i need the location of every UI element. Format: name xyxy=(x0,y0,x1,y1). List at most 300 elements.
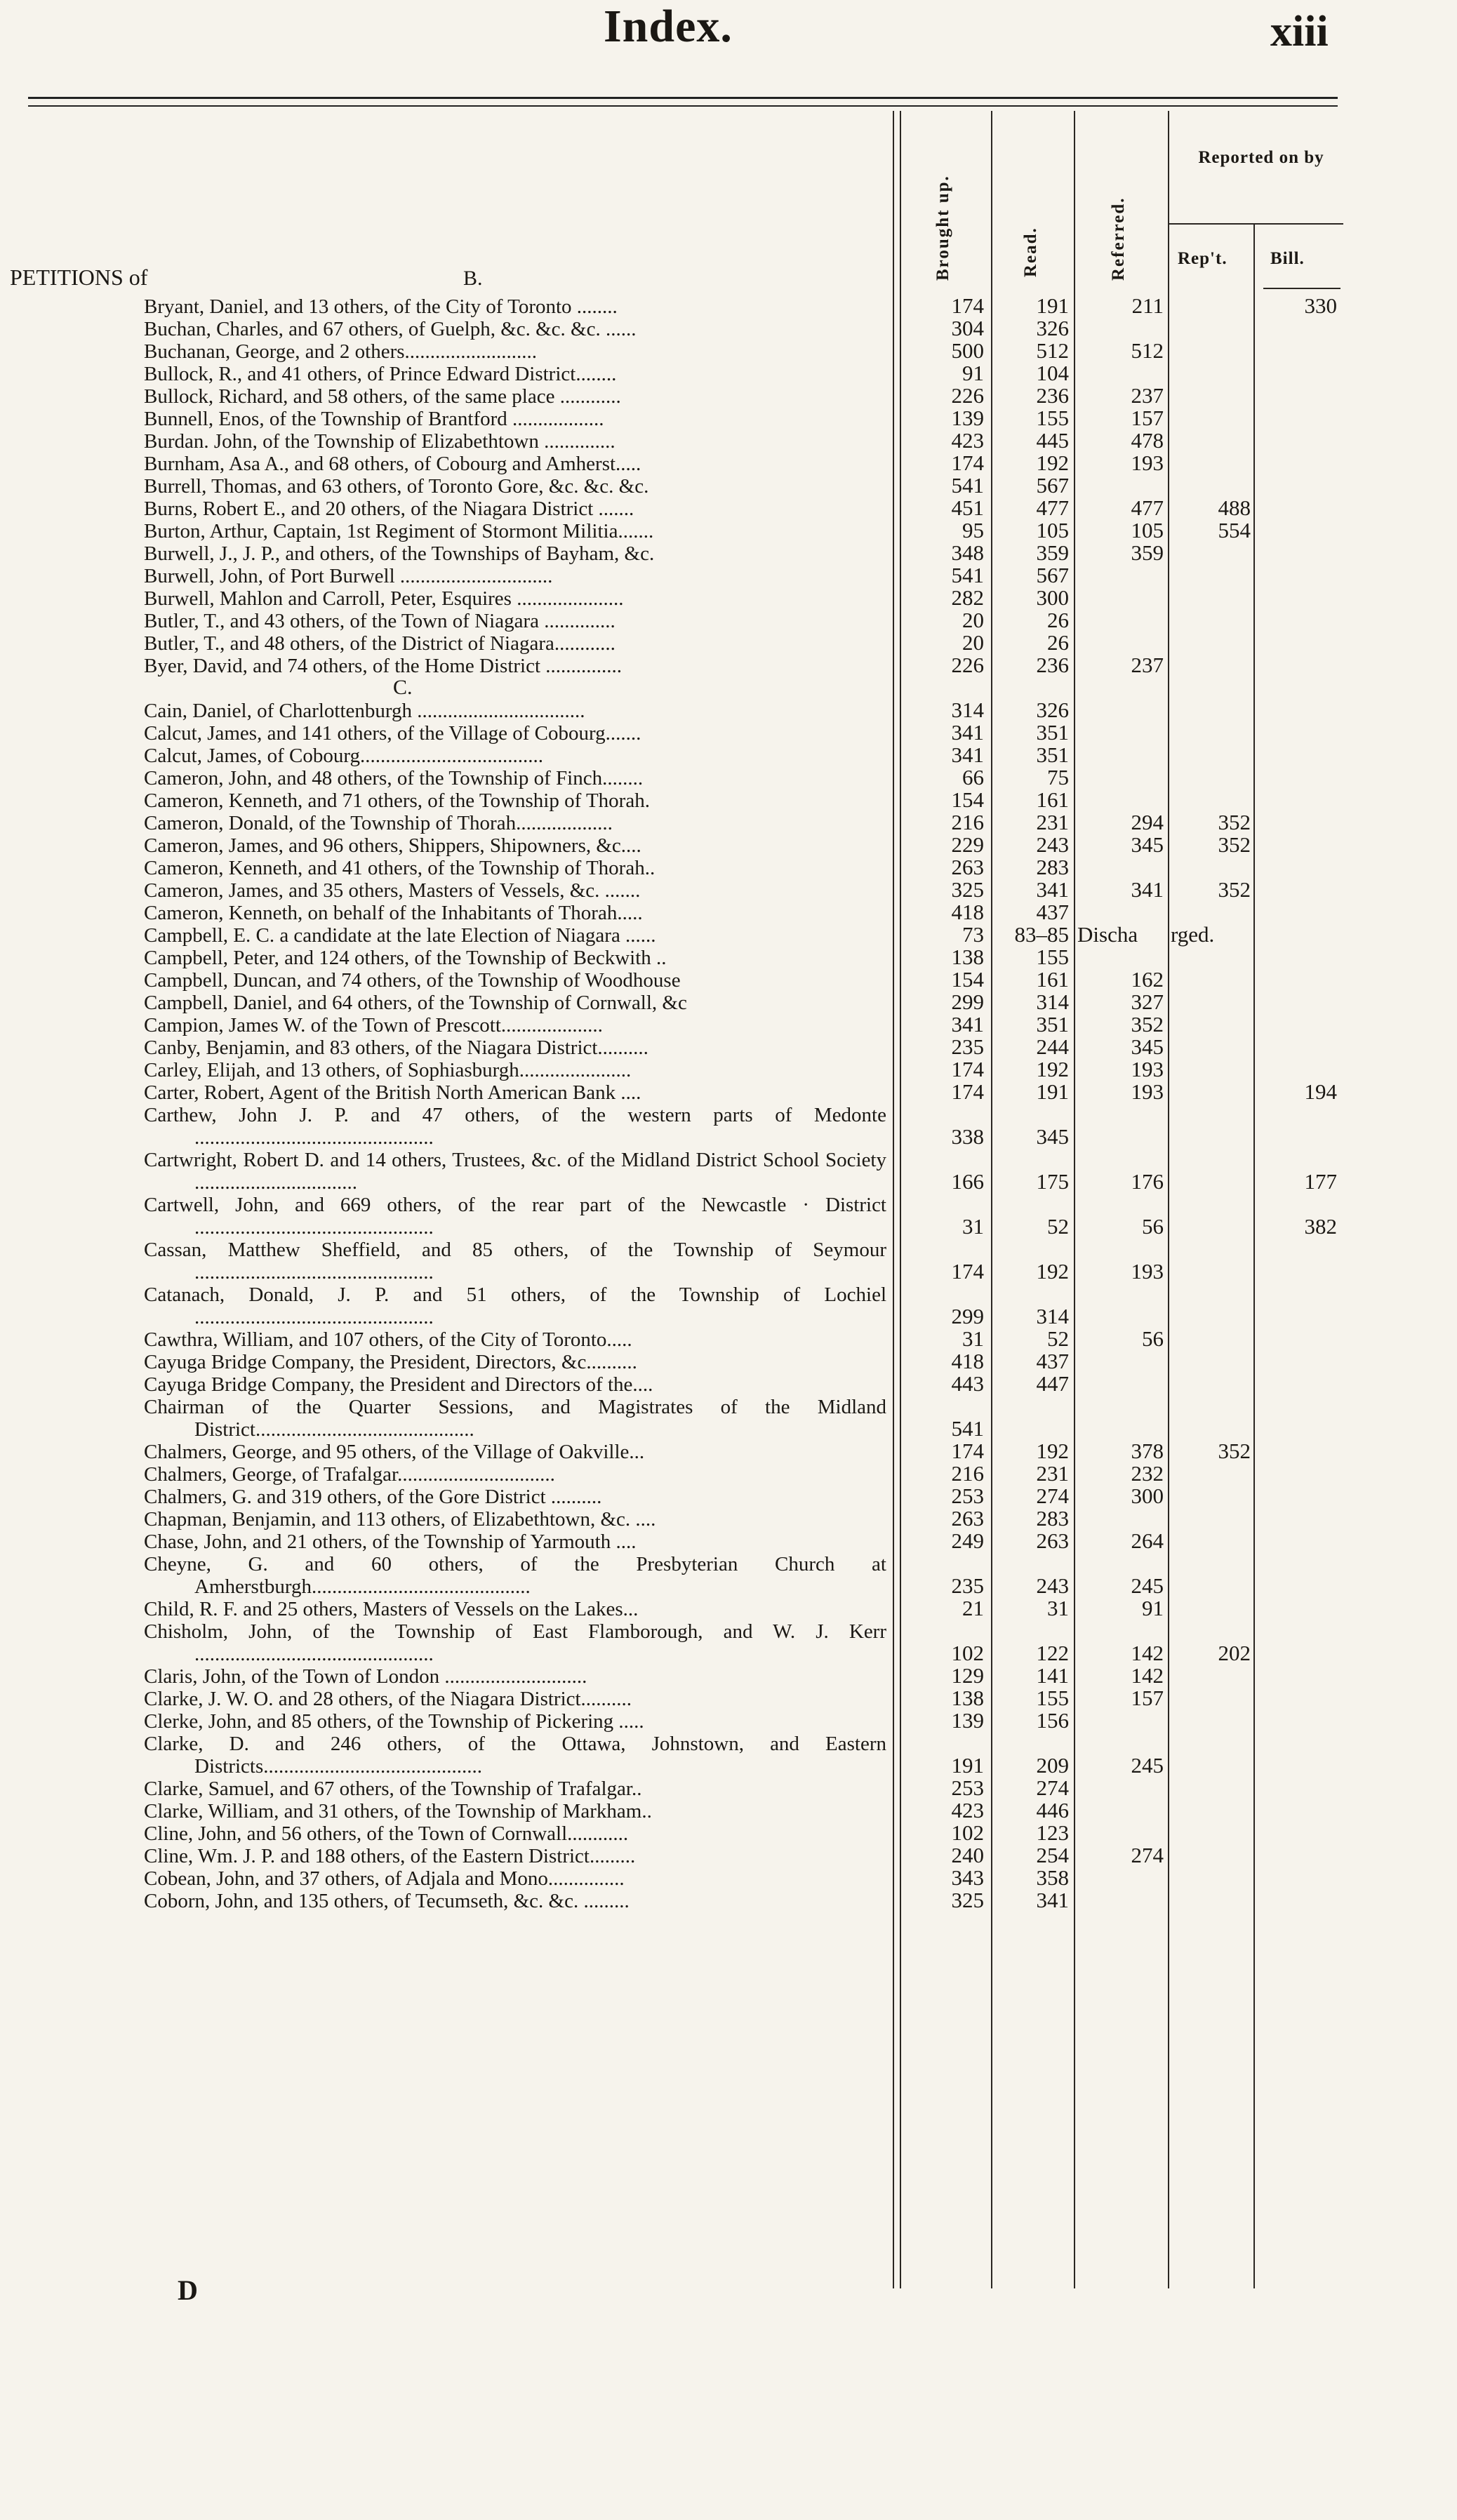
brought-up-page: 229 xyxy=(951,832,984,857)
read-page: 447 xyxy=(1036,1371,1069,1396)
index-entry-row xyxy=(0,565,1457,587)
index-entry-row xyxy=(0,1800,1457,1822)
petitioner-name: Bunnell, Enos, of the Township of Brantford .................. xyxy=(144,408,604,430)
brought-up-page: 263 xyxy=(951,855,984,879)
read-page: 274 xyxy=(1036,1775,1069,1800)
brought-up-page: 174 xyxy=(951,1079,984,1104)
read-page: 358 xyxy=(1036,1865,1069,1890)
referred-page: 193 xyxy=(1131,1057,1164,1081)
index-entry-row xyxy=(0,1351,1457,1373)
index-entry-row xyxy=(0,1553,1457,1598)
report-page: 352 xyxy=(1218,810,1251,834)
brought-up-page: 31 xyxy=(962,1214,984,1239)
referred-page: 193 xyxy=(1131,1079,1164,1104)
referred-page: 237 xyxy=(1131,383,1164,408)
read-page: 192 xyxy=(1036,1439,1069,1463)
petitioner-name: Chisholm, John, of the Township of East Flamborough, and W. J. Kerr ............................................... xyxy=(144,1620,886,1665)
petitioner-name: Burrell, Thomas, and 63 others, of Toronto Gore, &c. &c. &c. xyxy=(144,475,649,498)
read-page: 141 xyxy=(1036,1663,1069,1688)
brought-up-page: 240 xyxy=(951,1843,984,1867)
petitioner-name: Clarke, D. and 246 others, of the Ottawa, Johnstown, and Eastern Districts........................................... xyxy=(144,1733,886,1778)
brought-up-page: 20 xyxy=(962,608,984,632)
index-entry-row xyxy=(0,495,1457,520)
index-entry-row xyxy=(0,812,1457,834)
read-page: 209 xyxy=(1036,1753,1069,1778)
index-entry-row xyxy=(0,1036,1457,1059)
brought-up-page: 541 xyxy=(951,473,984,498)
petitioner-name: Campion, James W. of the Town of Prescott.................... xyxy=(144,1014,603,1036)
read-page: 274 xyxy=(1036,1484,1069,1508)
index-entry-row xyxy=(0,1149,1457,1194)
petitioner-name: Buchanan, George, and 2 others.......................... xyxy=(144,340,538,363)
referred-page: 512 xyxy=(1131,338,1164,363)
petitioner-name: Butler, T., and 43 others, of the Town of Niagara .............. xyxy=(144,610,616,632)
petitioner-name: Coborn, John, and 135 others, of Tecumseth, &c. &c. ......... xyxy=(144,1890,630,1912)
referred-page: 162 xyxy=(1131,967,1164,992)
petitioner-name: Chalmers, G. and 319 others, of the Gore District .......... xyxy=(144,1486,602,1508)
index-entry-row xyxy=(0,989,1457,1014)
petitioner-name: Clerke, John, and 85 others, of the Township of Pickering ..... xyxy=(144,1710,644,1733)
index-entry-row xyxy=(0,1775,1457,1800)
index-entry-row xyxy=(0,742,1457,767)
petitioner-name: Catanach, Donald, J. P. and 51 others, of the Township of Lochiel ............................................... xyxy=(144,1284,886,1328)
col-header-referred: Referred. xyxy=(1109,196,1128,281)
read-page: 326 xyxy=(1036,316,1069,340)
brought-up-page: 73 xyxy=(962,922,984,947)
page-title: Index. xyxy=(604,1,733,52)
index-entry-row xyxy=(0,834,1457,857)
brought-up-page: 174 xyxy=(951,451,984,475)
read-page: 105 xyxy=(1036,518,1069,542)
read-page: 243 xyxy=(1036,832,1069,857)
index-entry-row xyxy=(0,1665,1457,1688)
report-page: 488 xyxy=(1218,495,1251,520)
read-page: 359 xyxy=(1036,540,1069,565)
brought-up-page: 423 xyxy=(951,428,984,453)
index-entry-row xyxy=(0,1598,1457,1620)
petitioner-name: Cayuga Bridge Company, the President, Directors, &c.......... xyxy=(144,1351,637,1373)
index-entry-row xyxy=(0,632,1457,655)
brought-up-page: 418 xyxy=(951,900,984,924)
brought-up-page: 138 xyxy=(951,945,984,969)
petitioner-name: Byer, David, and 74 others, of the Home District ............... xyxy=(144,655,623,677)
read-page: 263 xyxy=(1036,1528,1069,1553)
referred-page: 300 xyxy=(1131,1484,1164,1508)
read-page: 161 xyxy=(1036,787,1069,812)
petitioner-name: Burwell, J., J. P., and others, of the Townships of Bayham, &c. xyxy=(144,542,655,565)
brought-up-page: 325 xyxy=(951,877,984,902)
petitioner-name: Cassan, Matthew Sheffield, and 85 others, of the Township of Seymour ............................................... xyxy=(144,1239,886,1284)
read-page: 567 xyxy=(1036,473,1069,498)
brought-up-page: 154 xyxy=(951,787,984,812)
brought-up-page: 174 xyxy=(951,1259,984,1284)
brought-up-page: 191 xyxy=(951,1753,984,1778)
petitioner-name: Cawthra, William, and 107 others, of the City of Toronto..... xyxy=(144,1328,632,1351)
brought-up-page: 102 xyxy=(951,1820,984,1845)
index-entry-row xyxy=(0,947,1457,969)
brought-up-page: 216 xyxy=(951,1461,984,1486)
read-page: 326 xyxy=(1036,698,1069,722)
index-entry-row xyxy=(0,542,1457,565)
read-page: 122 xyxy=(1036,1641,1069,1665)
index-entry-row xyxy=(0,969,1457,992)
letter-heading-d: D xyxy=(178,2274,198,2306)
referred-page: 237 xyxy=(1131,653,1164,677)
read-page: 351 xyxy=(1036,1012,1069,1036)
letter-heading-c: C. xyxy=(393,676,413,699)
petitioner-name: Carley, Elijah, and 13 others, of Sophiasburgh...................... xyxy=(144,1059,632,1081)
brought-up-page: 91 xyxy=(962,361,984,385)
col-header-bill: Bill. xyxy=(1270,249,1305,268)
brought-up-page: 341 xyxy=(951,720,984,745)
petitioner-name: Cameron, John, and 48 others, of the Township of Finch........ xyxy=(144,767,644,789)
brought-up-page: 338 xyxy=(951,1124,984,1149)
index-entry-row xyxy=(0,1508,1457,1531)
brought-up-page: 174 xyxy=(951,293,984,318)
read-page: 446 xyxy=(1036,1798,1069,1822)
petitioner-name: Child, R. F. and 25 others, Masters of Vessels on the Lakes... xyxy=(144,1598,639,1620)
referred-page: Discha xyxy=(1077,922,1138,947)
index-entry-row xyxy=(0,475,1457,498)
brought-up-page: 235 xyxy=(951,1034,984,1059)
petitioner-name: Campbell, Daniel, and 64 others, of the Township of Cornwall, &c xyxy=(144,992,687,1014)
header-rule xyxy=(28,105,1338,107)
petitioner-name: Burdan. John, of the Township of Elizabethtown .............. xyxy=(144,430,616,453)
brought-up-page: 95 xyxy=(962,518,984,542)
read-page: 31 xyxy=(1047,1596,1069,1620)
index-entry-row xyxy=(0,1486,1457,1508)
brought-up-page: 304 xyxy=(951,316,984,340)
index-entry-row xyxy=(0,363,1457,385)
petitioner-name: Clarke, William, and 31 others, of the Township of Markham.. xyxy=(144,1800,652,1822)
petitioner-name: Calcut, James, and 141 others, of the Village of Cobourg....... xyxy=(144,722,641,745)
read-page: 445 xyxy=(1036,428,1069,453)
index-entry-row xyxy=(0,1688,1457,1710)
read-page: 437 xyxy=(1036,1349,1069,1373)
brought-up-page: 443 xyxy=(951,1371,984,1396)
header-rule xyxy=(28,97,1338,99)
referred-page: 56 xyxy=(1142,1326,1164,1351)
petitioner-name: Chairman of the Quarter Sessions, and Magistrates of the Midland District........................................... xyxy=(144,1396,886,1441)
petitioner-name: Cameron, Donald, of the Township of Thorah................... xyxy=(144,812,613,834)
report-page: 352 xyxy=(1218,832,1251,857)
brought-up-page: 541 xyxy=(951,1416,984,1441)
read-page: 191 xyxy=(1036,1079,1069,1104)
index-entry-row xyxy=(0,1845,1457,1867)
index-entry-row xyxy=(0,318,1457,340)
petitioner-name: Campbell, Duncan, and 74 others, of the Township of Woodhouse xyxy=(144,969,681,992)
brought-up-page: 174 xyxy=(951,1057,984,1081)
brought-up-page: 226 xyxy=(951,653,984,677)
page-number: xiii xyxy=(1270,8,1329,55)
index-entry-row xyxy=(0,430,1457,453)
read-page: 437 xyxy=(1036,900,1069,924)
brought-up-page: 66 xyxy=(962,765,984,789)
bill-page: 382 xyxy=(1304,1214,1337,1239)
referred-page: 478 xyxy=(1131,428,1164,453)
read-page: 283 xyxy=(1036,1506,1069,1531)
section-title: PETITIONS of xyxy=(10,265,148,290)
brought-up-page: 314 xyxy=(951,698,984,722)
petitioner-name: Chase, John, and 21 others, of the Township of Yarmouth .... xyxy=(144,1531,637,1553)
referred-page: 91 xyxy=(1142,1596,1164,1620)
brought-up-page: 20 xyxy=(962,630,984,655)
index-entry-row xyxy=(0,1373,1457,1396)
referred-page: 345 xyxy=(1131,832,1164,857)
referred-page: 477 xyxy=(1131,495,1164,520)
index-entry-row xyxy=(0,1822,1457,1845)
petitioner-name: Chapman, Benjamin, and 113 others, of Elizabethtown, &c. .... xyxy=(144,1508,656,1531)
petitioner-name: Chalmers, George, and 95 others, of the Village of Oakville... xyxy=(144,1441,645,1463)
read-page: 254 xyxy=(1036,1843,1069,1867)
read-page: 191 xyxy=(1036,293,1069,318)
read-page: 512 xyxy=(1036,338,1069,363)
index-entry-row xyxy=(0,902,1457,924)
brought-up-page: 249 xyxy=(951,1528,984,1553)
petitioner-name: Cayuga Bridge Company, the President and Directors of the.... xyxy=(144,1373,653,1396)
index-entry-row xyxy=(0,1396,1457,1441)
brought-up-page: 174 xyxy=(951,1439,984,1463)
index-entry-row xyxy=(0,879,1457,902)
read-page: 236 xyxy=(1036,653,1069,677)
index-entry-row xyxy=(0,520,1457,542)
read-page: 243 xyxy=(1036,1573,1069,1598)
index-entry-row xyxy=(0,1014,1457,1036)
index-entry-row xyxy=(0,340,1457,363)
brought-up-page: 541 xyxy=(951,563,984,587)
petitioner-name: Carthew, John J. P. and 47 others, of the western parts of Medonte ............................................... xyxy=(144,1104,886,1149)
index-entry-row xyxy=(0,700,1457,722)
index-entry-row xyxy=(0,1620,1457,1665)
referred-page: 193 xyxy=(1131,1259,1164,1284)
brought-up-page: 451 xyxy=(951,495,984,520)
index-entry-row xyxy=(0,655,1457,677)
report-page: rged. xyxy=(1171,922,1215,947)
petitioner-name: Clarke, Samuel, and 67 others, of the Township of Trafalgar.. xyxy=(144,1778,642,1800)
petitioner-name: Cartwell, John, and 669 others, of the rear part of the Newcastle · District ............................................... xyxy=(144,1194,886,1239)
referred-page: 264 xyxy=(1131,1528,1164,1553)
index-entry-row xyxy=(0,924,1457,947)
brought-up-page: 139 xyxy=(951,1708,984,1733)
col-header-brought-up: Brought up. xyxy=(933,175,952,281)
brought-up-page: 226 xyxy=(951,383,984,408)
petitioner-name: Cameron, James, and 96 others, Shippers, Shipowners, &c.... xyxy=(144,834,641,857)
brought-up-page: 325 xyxy=(951,1888,984,1912)
brought-up-page: 138 xyxy=(951,1686,984,1710)
referred-page: 142 xyxy=(1131,1663,1164,1688)
brought-up-page: 282 xyxy=(951,585,984,610)
index-entry-row xyxy=(0,857,1457,879)
index-entry-row xyxy=(0,453,1457,475)
referred-page: 345 xyxy=(1131,1034,1164,1059)
col-header-read: Read. xyxy=(1021,227,1040,277)
brought-up-page: 102 xyxy=(951,1641,984,1665)
petitioner-name: Clarke, J. W. O. and 28 others, of the Niagara District.......... xyxy=(144,1688,632,1710)
group-rule xyxy=(1168,223,1343,225)
read-page: 175 xyxy=(1036,1169,1069,1194)
bill-page: 177 xyxy=(1304,1169,1337,1194)
brought-up-page: 253 xyxy=(951,1775,984,1800)
read-page: 155 xyxy=(1036,1686,1069,1710)
read-page: 123 xyxy=(1036,1820,1069,1845)
petitioner-name: Bullock, R., and 41 others, of Prince Edward District........ xyxy=(144,363,617,385)
petitioner-name: Cameron, Kenneth, on behalf of the Inhabitants of Thorah..... xyxy=(144,902,643,924)
read-page: 155 xyxy=(1036,945,1069,969)
index-entry-row xyxy=(0,1733,1457,1778)
referred-page: 294 xyxy=(1131,810,1164,834)
referred-page: 274 xyxy=(1131,1843,1164,1867)
bill-rule xyxy=(1263,288,1340,289)
read-page: 300 xyxy=(1036,585,1069,610)
read-page: 244 xyxy=(1036,1034,1069,1059)
index-entry-row xyxy=(0,1463,1457,1486)
referred-page: 352 xyxy=(1131,1012,1164,1036)
col-header-reported-on-by: Reported on by xyxy=(1198,148,1324,167)
read-page: 155 xyxy=(1036,406,1069,430)
referred-page: 341 xyxy=(1131,877,1164,902)
petitioner-name: Cheyne, G. and 60 others, of the Presbyterian Church at Amherstburgh........................................... xyxy=(144,1553,886,1598)
read-page: 341 xyxy=(1036,877,1069,902)
referred-page: 157 xyxy=(1131,1686,1164,1710)
read-page: 477 xyxy=(1036,495,1069,520)
index-entry-row xyxy=(0,1710,1457,1733)
petitioner-name: Chalmers, George, of Trafalgar............................... xyxy=(144,1463,555,1486)
brought-up-page: 253 xyxy=(951,1484,984,1508)
brought-up-page: 343 xyxy=(951,1865,984,1890)
bill-page: 330 xyxy=(1304,293,1337,318)
index-entry-row xyxy=(0,610,1457,632)
letter-heading-row xyxy=(0,677,1457,700)
read-page: 26 xyxy=(1047,608,1069,632)
read-page: 156 xyxy=(1036,1708,1069,1733)
brought-up-page: 423 xyxy=(951,1798,984,1822)
index-entry-row xyxy=(0,385,1457,408)
bill-page: 194 xyxy=(1304,1079,1337,1104)
petitioner-name: Burwell, Mahlon and Carroll, Peter, Esquires ..................... xyxy=(144,587,624,610)
brought-up-page: 21 xyxy=(962,1596,984,1620)
brought-up-page: 216 xyxy=(951,810,984,834)
index-entry-row xyxy=(0,722,1457,745)
petitioner-name: Canby, Benjamin, and 83 others, of the Niagara District.......... xyxy=(144,1036,648,1059)
index-entry-row xyxy=(0,789,1457,812)
index-entry-row xyxy=(0,1528,1457,1553)
index-entry-row xyxy=(0,1194,1457,1239)
read-page: 314 xyxy=(1036,1304,1069,1328)
read-page: 104 xyxy=(1036,361,1069,385)
petitioner-name: Burns, Robert E., and 20 others, of the Niagara District ....... xyxy=(144,498,634,520)
petitioner-name: Cameron, Kenneth, and 71 others, of the Township of Thorah. xyxy=(144,789,650,812)
brought-up-page: 348 xyxy=(951,540,984,565)
read-page: 231 xyxy=(1036,1461,1069,1486)
col-header-report: Rep't. xyxy=(1178,249,1228,268)
referred-page: 56 xyxy=(1142,1214,1164,1239)
brought-up-page: 166 xyxy=(951,1169,984,1194)
petitioner-name: Buchan, Charles, and 67 others, of Guelph, &c. &c. &c. ...... xyxy=(144,318,637,340)
referred-page: 245 xyxy=(1131,1753,1164,1778)
read-page: 52 xyxy=(1047,1214,1069,1239)
read-page: 192 xyxy=(1036,1259,1069,1284)
read-page: 231 xyxy=(1036,810,1069,834)
brought-up-page: 31 xyxy=(962,1326,984,1351)
read-page: 283 xyxy=(1036,855,1069,879)
index-entry-row xyxy=(0,1104,1457,1149)
index-entry-row xyxy=(0,1239,1457,1284)
brought-up-page: 263 xyxy=(951,1506,984,1531)
petitioner-name: Campbell, Peter, and 124 others, of the Township of Beckwith .. xyxy=(144,947,667,969)
index-entry-row xyxy=(0,1059,1457,1081)
index-entry-row xyxy=(0,1284,1457,1328)
index-entry-row xyxy=(0,587,1457,610)
report-page: 352 xyxy=(1218,877,1251,902)
brought-up-page: 299 xyxy=(951,989,984,1014)
index-entry-row xyxy=(0,1867,1457,1890)
index-entry-row xyxy=(0,1441,1457,1463)
index-entry-row xyxy=(0,295,1457,318)
index-entry-row xyxy=(0,1081,1457,1104)
read-page: 351 xyxy=(1036,742,1069,767)
index-entry-row xyxy=(0,1328,1457,1351)
referred-page: 359 xyxy=(1131,540,1164,565)
index-rows xyxy=(0,295,1457,1912)
brought-up-page: 341 xyxy=(951,742,984,767)
read-page: 567 xyxy=(1036,563,1069,587)
petitioner-name: Campbell, E. C. a candidate at the late Election of Niagara ...... xyxy=(144,924,656,947)
read-page: 192 xyxy=(1036,451,1069,475)
read-page: 314 xyxy=(1036,989,1069,1014)
brought-up-page: 341 xyxy=(951,1012,984,1036)
referred-page: 157 xyxy=(1131,406,1164,430)
petitioner-name: Burton, Arthur, Captain, 1st Regiment of Stormont Militia....... xyxy=(144,520,654,542)
petitioner-name: Burnham, Asa A., and 68 others, of Cobourg and Amherst..... xyxy=(144,453,641,475)
letter-heading-b: B. xyxy=(463,267,483,290)
index-entry-row xyxy=(0,1890,1457,1912)
brought-up-page: 235 xyxy=(951,1573,984,1598)
read-page: 345 xyxy=(1036,1124,1069,1149)
petitioner-name: Cartwright, Robert D. and 14 others, Trustees, &c. of the Midland District School Society ................................ xyxy=(144,1149,886,1194)
petitioner-name: Cline, John, and 56 others, of the Town of Cornwall............ xyxy=(144,1822,629,1845)
petitioner-name: Bullock, Richard, and 58 others, of the same place ............ xyxy=(144,385,621,408)
brought-up-page: 418 xyxy=(951,1349,984,1373)
report-page: 554 xyxy=(1218,518,1251,542)
referred-page: 105 xyxy=(1131,518,1164,542)
referred-page: 232 xyxy=(1131,1461,1164,1486)
petitioner-name: Cameron, Kenneth, and 41 others, of the Township of Thorah.. xyxy=(144,857,656,879)
petitioner-name: Carter, Robert, Agent of the British North American Bank .... xyxy=(144,1081,641,1104)
read-page: 52 xyxy=(1047,1326,1069,1351)
brought-up-page: 500 xyxy=(951,338,984,363)
read-page: 236 xyxy=(1036,383,1069,408)
read-page: 75 xyxy=(1047,765,1069,789)
referred-page: 245 xyxy=(1131,1573,1164,1598)
referred-page: 142 xyxy=(1131,1641,1164,1665)
brought-up-page: 139 xyxy=(951,406,984,430)
report-page: 202 xyxy=(1218,1641,1251,1665)
brought-up-page: 129 xyxy=(951,1663,984,1688)
petitioner-name: Cain, Daniel, of Charlottenburgh ................................. xyxy=(144,700,585,722)
index-entry-row xyxy=(0,408,1457,430)
read-page: 161 xyxy=(1036,967,1069,992)
petitioner-name: Bryant, Daniel, and 13 others, of the City of Toronto ........ xyxy=(144,295,618,318)
referred-page: 211 xyxy=(1131,293,1164,318)
index-entry-row xyxy=(0,767,1457,789)
referred-page: 327 xyxy=(1131,989,1164,1014)
read-page: 26 xyxy=(1047,630,1069,655)
petitioner-name: Claris, John, of the Town of London ............................ xyxy=(144,1665,587,1688)
petitioner-name: Burwell, John, of Port Burwell .............................. xyxy=(144,565,553,587)
referred-page: 176 xyxy=(1131,1169,1164,1194)
read-page: 83–85 xyxy=(1014,922,1069,947)
read-page: 192 xyxy=(1036,1057,1069,1081)
